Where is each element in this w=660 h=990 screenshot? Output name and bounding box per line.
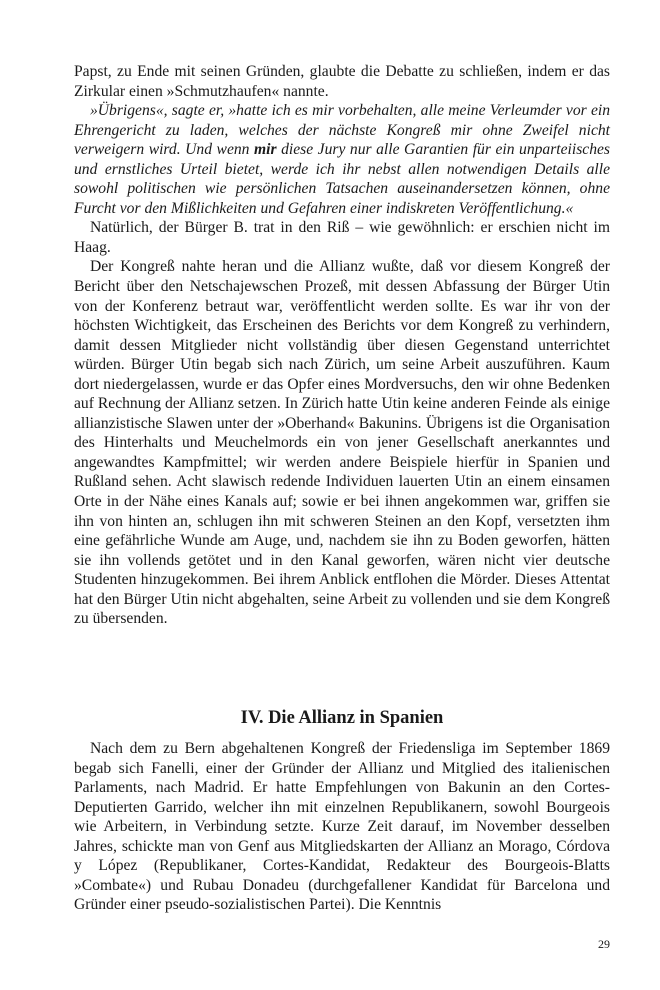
quote-emphasis: mir: [254, 141, 277, 159]
paragraph: Natürlich, der Bürger B. trat in den Riß – wie gewöhnlich: er erschien nicht im Haag.: [74, 219, 610, 256]
paragraph-continuation: Papst, zu Ende mit seinen Gründen, glaubte die Debatte zu schließen, indem er das Zirkular einen »Schmutzhaufen« nannte.: [74, 63, 610, 100]
page-number: 29: [598, 937, 610, 951]
quote-text-start: »Übrigens«, sagte er, »hatte ich es mir vorbehalten, alle meine Verleumder vor ein Ehrengericht zu laden, welches der nächste Kongreß mir ohne Zweifel nicht verweigern wird. Und wenn: [74, 102, 610, 159]
body-text-bottom: [74, 739, 610, 915]
paragraph: Der Kongreß nahte heran und die Allianz wußte, daß vor diesem Kongreß der Bericht über den Netschajewschen Prozeß, mit dessen Abfassung der Bürger Utin von der Konferenz betraut war, veröffentlicht werden sollte. Es war ihr von der höchsten Wichtigkeit, das Erscheinen des Berichts vor dem Kongreß zu verhindern, damit dessen Mitglieder nicht vollständig über diesen Gegenstand unterrichtet würden. Bürger Utin begab sich nach Zürich, um seine Arbeit auszuführen. Kaum dort niedergelassen, wurde er das Opfer eines Mordversuchs, den wir ohne Bedenken auf Rechnung der Allianz setzen. In Zürich hatte Utin keine anderen Feinde als einige allianzistische Slawen unter der »Oberhand« Bakunins. Übrigens ist die Organisation des Hinterhalts und Meuchelmords ein von jener Gesellschaft anerkanntes und angewandtes Kampfmittel; wir werden andere Beispiele hierfür in Spanien und Rußland sehen. Acht slawisch redende Individuen lauerten Utin an einem einsamen Orte in der Nähe eines Kanals auf; sowie er bei ihnen angekommen war, griffen sie ihn von hinten an, schlugen ihn mit schweren Steinen an den Kopf, versetzten ihm eine gefährliche Wunde am Auge, und, nachdem sie ihn zu Boden geworfen, hätten sie ihn vollends getötet und in den Kanal geworfen, wären nicht vier deutsche Studenten hinzugekommen. Bei ihrem Anblick entflohen die Mörder. Dieses Attentat hat den Bürger Utin nicht abgehalten, seine Arbeit zu vollenden und sie dem Kongreß zu übersenden.: [74, 258, 610, 628]
paragraph-quote: [74, 101, 610, 218]
quote-text-end: diese Jury nur alle Garantien für ein unparteiisches und ernstliches Urteil bietet, werde ich ihr nebst allen notwendigen Details alle sowohl politischen wie persönlichen Tatsachen auseinandersetzen können, ohne Furcht vor den Mißlichkeiten und Gefahren einer indiskreten Veröffentlichung.«: [74, 141, 610, 217]
body-text-top: [74, 62, 610, 629]
section-heading: IV. Die Allianz in Spanien: [240, 708, 444, 728]
paragraph: Nach dem zu Bern abgehaltenen Kongreß der Friedensliga im September 1869 begab sich Fanelli, einer der Gründer der Allianz und Mitglied des italienischen Parlaments, nach Madrid. Er hatte Empfehlungen von Bakunin an den Cortes-Deputierten Garrido, welcher ihn mit einzelnen Republikanern, sowohl Bourgeois wie Arbeitern, in Verbindung setzte. Kurze Zeit darauf, im November desselben Jahres, schickte man von Genf aus Mitgliedskarten der Allianz an Morago, Córdova y López (Republikaner, Cortes-Kandidat, Redakteur des Bourgeois-Blatts »Combate«) und Rubau Donadeu (durchgefallener Kandidat für Barcelona und Gründer einer pseudo-sozialistischen Partei). Die Kenntnis: [74, 740, 610, 914]
